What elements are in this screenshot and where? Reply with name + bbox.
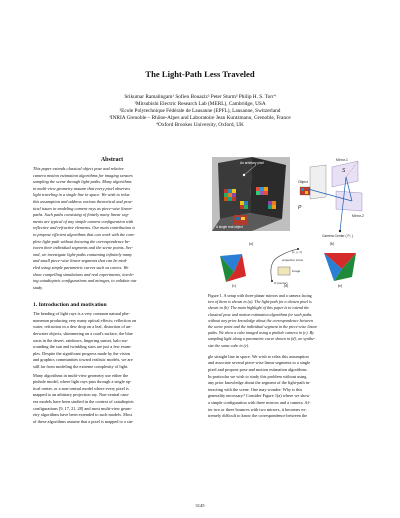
- figure-1-caption: [208, 293, 368, 349]
- body-line: and associate several piece-wise linear segments to a single: [208, 360, 311, 366]
- fig-b-s: S: [342, 168, 346, 174]
- body-line: any prior knowledge about the segment of the light-path in-: [208, 380, 311, 386]
- body-line: water, refraction in a dew drop on a leaf, distortion of un-: [33, 324, 132, 330]
- body-line: Many algorithms in multi-view geometry use either the: [33, 372, 129, 378]
- body-line: pinhole model, where light rays pass through a single op-: [33, 379, 132, 385]
- fig-b-p: P: [298, 205, 302, 211]
- fig-b-camera: Camera Center ( P₀ ): [322, 234, 354, 238]
- abstract-line: paths. Such paths consisting of finitely many linear seg-: [33, 212, 130, 218]
- body-line: The bending of light rays is a very common natural phe-: [33, 311, 130, 317]
- figure-1e-cube: [320, 249, 360, 284]
- figure-1b-label: (b): [329, 242, 335, 246]
- affiliation-3: ³INRIA Grenoble – Rhône-Alpes and Laboratoire Jean Kuntzmann, Grenoble, France: [109, 115, 291, 121]
- body-line: ter two or three bounces with two mirrors, it becomes ex-: [208, 406, 307, 412]
- abstract-line: tween their individual segments and the scene points. Sec-: [33, 245, 134, 251]
- paper-title: The Light-Path Less Traveled: [145, 69, 255, 79]
- paragraph: [33, 373, 191, 426]
- right-column-text: [208, 354, 368, 420]
- figure-1c-label: (c): [231, 284, 237, 288]
- body-line: tremely difficult to know the correspondence between the: [208, 413, 308, 419]
- fig-b-mirror1: Mirror-1: [336, 158, 348, 162]
- abstract-line: camera motion estimation algorithms for imaging sensors: [33, 172, 133, 178]
- author-block: [0, 94, 400, 129]
- introduction-text: [33, 311, 191, 425]
- abstract-line: ments are typical of any simple camera configuration with: [33, 218, 134, 224]
- abstract-line: sampling the scene through light-paths. Many algorithms: [33, 179, 132, 185]
- right-column: [208, 157, 368, 420]
- abstract-line: tical issues in modeling camera rays as piece-wise linear-: [33, 205, 133, 211]
- abstract-line: show compelling simulations and real experiments, involv-: [33, 271, 135, 277]
- figure-1a-photo: [212, 157, 290, 239]
- caption-line: classical pose and motion estimation algorithms for such paths: [208, 311, 312, 317]
- body-line: etry algorithms have been extended to such models. Most: [33, 412, 132, 418]
- abstract-line: in multi-view geometry assume that every pixel observes: [33, 185, 131, 191]
- affiliation-4: ⁴Oxford Brookes University, Oxford, UK: [156, 122, 244, 128]
- body-line: In particular we wish to study this problem without using: [208, 373, 307, 379]
- fig-d-center: O (center): [274, 281, 288, 285]
- body-line: mapped to an arbitrary projection ray. Non-central cam-: [33, 392, 130, 398]
- figure-1d-label: (d): [283, 284, 289, 288]
- body-line: configurations [9, 17, 21, 28] and most multi-view geom-: [33, 405, 132, 411]
- caption-line: Figure 1. A setup with three planar mirrors and a camera facing: [208, 293, 312, 298]
- figure-1a-label: (a): [248, 242, 254, 246]
- figure-1c-cube: [216, 250, 252, 284]
- figure-1b-diagram: [296, 157, 368, 239]
- body-line: and graphics communities toward realistic models, we are: [33, 357, 133, 363]
- figure-1: [208, 157, 368, 290]
- page-number: 3145: [195, 503, 205, 508]
- abstract-line: reflective and refractive elements. Our main contribution is: [33, 225, 136, 231]
- body-line: of these algorithms assume that a pixel is mapped to a sin-: [33, 418, 134, 424]
- abstract-heading: Abstract: [100, 157, 124, 163]
- fig-a-label-object: A single real object: [216, 225, 243, 229]
- caption-line: two of them is shown in (a). The light-path for a chosen pixel is: [208, 299, 312, 305]
- abstract-line: and small piece-wise linear segments that can be mod-: [33, 258, 128, 264]
- abstract-line: eled using simple parametric curves such as conics. We: [33, 264, 129, 270]
- abstract-text: [33, 166, 191, 291]
- fig-d-image: image: [292, 269, 301, 273]
- caption-line: size the same cube in (e).: [208, 342, 250, 348]
- fig-a-label-pixel: An arbitrary pixel: [240, 161, 264, 165]
- body-line: teracting with the scene. One may wonder: Why is this: [208, 386, 303, 392]
- figure-1e-label: (e): [337, 284, 343, 288]
- caption-line: shown in (b). The main highlight of this paper is to extend the: [208, 305, 310, 311]
- caption-line: sampling light along a parametric curve shown in (d), we synthe-: [208, 336, 316, 342]
- caption-line: without any prior knowledge about the correspondence between: [208, 317, 314, 323]
- abstract-line: this assumption and address various theoretical and prac-: [33, 198, 134, 204]
- body-line: era models have been studied in the context of catadioptric: [33, 399, 135, 404]
- fig-d-point: (x, y, z): [292, 250, 302, 254]
- left-column: [33, 157, 191, 425]
- fig-d-proj: projection curve: [282, 258, 304, 262]
- abstract-line: study.: [33, 284, 43, 290]
- caption-line: paths. We show a cube imaged using a pinhole camera in (c). By: [208, 330, 314, 336]
- affiliation-1: ¹Mitsubishi Electric Research Lab (MERL), Cambridge, USA: [134, 101, 266, 107]
- body-line: tical center, or a non-central model where every pixel is: [33, 385, 129, 391]
- body-line: still far from modeling the extreme complexity of light.: [33, 364, 129, 370]
- fig-b-object: Object: [298, 180, 308, 184]
- body-line: oasis in the desert, rainbows, lingering sunset, halo sur-: [33, 337, 129, 343]
- abstract-line: light traveling in a single line in space. We wish to relax: [33, 192, 130, 198]
- figure-1d-diagram: [262, 245, 310, 285]
- affiliation-2: ²Ecole Polytechnique Fédérale de Lausanne (EPFL), Lausanne, Switzerland: [119, 108, 281, 114]
- body-line: ples. Despite the significant progress made by the vision: [33, 350, 131, 356]
- body-line: pixel and propose pose and motion estimation algorithms.: [208, 367, 308, 373]
- abstract-line: ing catadioptric configurations and mirages, to validate our: [33, 278, 137, 284]
- body-line: a simple configuration with three mirrors and a camera. Af-: [208, 399, 311, 405]
- abstract-line: to propose efficient algorithms that can work with the com-: [33, 231, 135, 237]
- section-heading-introduction: 1. Introduction and motivation: [33, 302, 107, 309]
- fig-b-mirror2: Mirror-2: [352, 214, 364, 218]
- abstract-line: ond, we investigate light-paths containing infinitely many: [33, 251, 132, 257]
- caption-line: the scene point and the individual segment in the piece-wise linear: [208, 324, 318, 330]
- abstract-line: This paper extends classical object pose and relative: [33, 166, 124, 171]
- body-line: gle straight line in space. We wish to relax this assumption: [208, 353, 309, 359]
- author-names: Srikumar Ramalingam¹ Sofien Bouaziz² Peter Sturm³ Philip H. S. Torr⁴: [124, 94, 276, 100]
- body-line: nomenon producing very many optical effects; reflection on: [33, 317, 137, 323]
- body-line: rounding the sun and twinkling stars are just a few exam-: [33, 344, 132, 350]
- abstract-line: plete light-path without knowing the correspondence be-: [33, 238, 131, 244]
- body-line: derwater objects, shimmering on a road's surface, the blue: [33, 331, 133, 337]
- body-line: generality necessary? Consider Figure 1(a) where we show: [208, 393, 310, 399]
